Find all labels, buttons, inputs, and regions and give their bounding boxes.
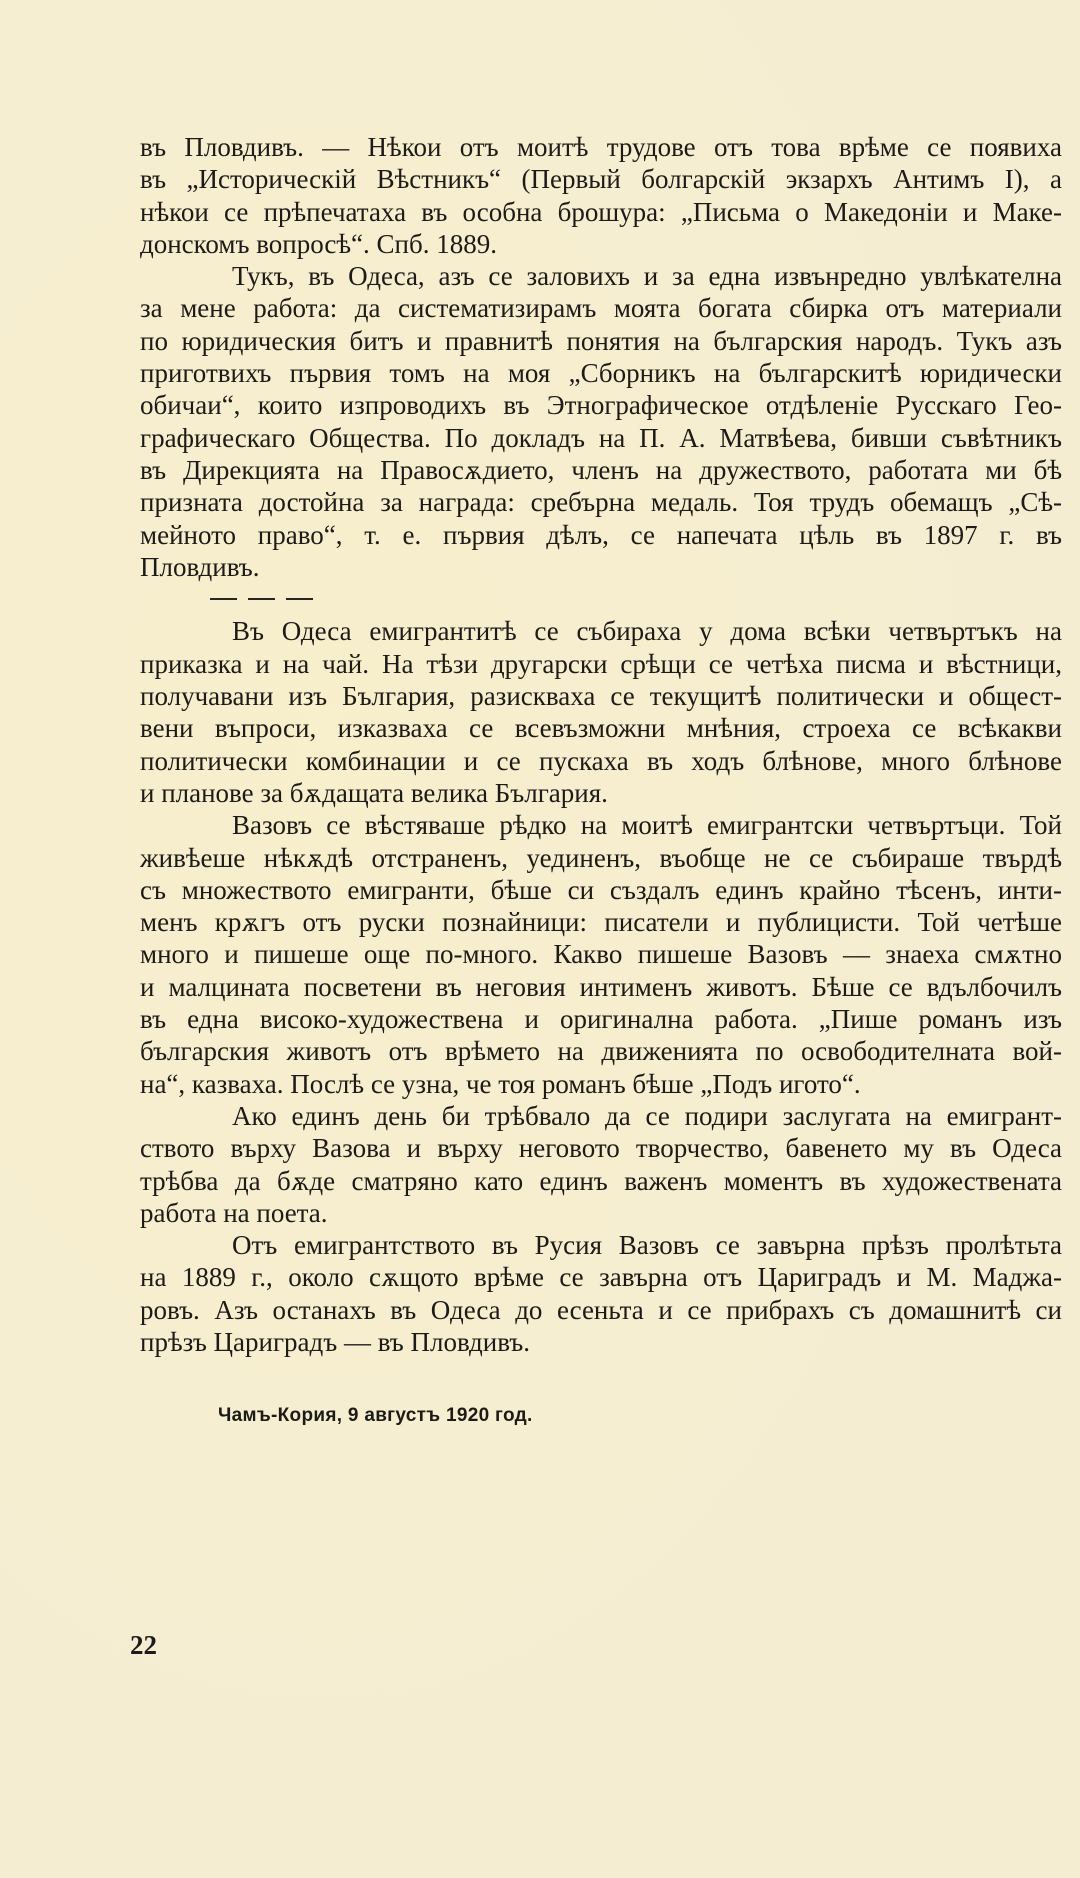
paragraph <box>140 131 1062 260</box>
text-line: нѣкои се прѣпечатаха въ особна брошура: „Письма о Македоніи и Маке- <box>140 196 1062 227</box>
text-line: графическаго Общества. По докладъ на П. А. Матвѣева, бивши съвѣтникъ <box>140 422 1062 453</box>
text-line: мейното право“, т. е. първия дѣлъ, се напечата цѣль въ 1897 г. въ <box>140 519 1062 550</box>
text-line: много и пишеше още по-много. Какво пишеше Вазовъ — знаеха смѫтно <box>140 939 1062 970</box>
text-line: Вазовъ се вѣстяваше рѣдко на моитѣ емигрантски четвъртъци. Той <box>232 810 1062 841</box>
text-line: въ една високо-художествена и оригинална работа. „Пише романъ изъ <box>140 1004 1062 1035</box>
text-line: ството върху Вазова и върху неговото творчество, бавенето му въ Одеса <box>140 1133 1062 1164</box>
body-text <box>140 131 1062 1358</box>
text-line: по юридическия битъ и правнитѣ понятия на българския народъ. Тукъ азъ <box>140 325 1062 356</box>
text-line: донскомъ вопросѣ“. Спб. 1889. <box>140 228 497 259</box>
text-line: съ множеството емигранти, бѣше си създалъ единъ крайно тѣсенъ, инти- <box>140 874 1062 905</box>
text-line: приказка и на чай. На тѣзи другарски срѣщи се четѣха писма и вѣстници, <box>140 648 1062 679</box>
text-line: Въ Одеса емигрантитѣ се събираха у дома всѣки четвъртъкъ на <box>232 616 1062 647</box>
text-line: прѣзъ Цариградъ — въ Пловдивъ. <box>140 1326 531 1357</box>
text-line: Отъ емигрантството въ Русия Вазовъ се завърна прѣзъ пролѣтьта <box>232 1230 1062 1261</box>
text-line: призната достойна за награда: сребърна медаль. Тоя трудъ обемащъ „Сѣ- <box>140 487 1062 518</box>
paragraph <box>140 1229 1062 1358</box>
text-line: получавани изъ България, разискваха се текущитѣ политически и общест- <box>140 681 1062 712</box>
text-line: Тукъ, въ Одеса, азъ се заловихъ и за една извънредно увлѣкателна <box>232 261 1062 292</box>
text-line: обичаи“, които изпроводихъ въ Этнографическое отдѣленіе Русскаго Гео- <box>140 390 1062 421</box>
text-line: и планове за бѫдащата велика България. <box>140 777 608 808</box>
text-line: въ Пловдивъ. — Нѣкои отъ моитѣ трудове отъ това врѣме се появиха <box>140 132 1062 162</box>
text-line: за мене работа: да систематизирамъ моята богата сбирка отъ материали <box>140 293 1062 324</box>
text-line: менъ крѫгъ отъ руски познайници: писатели и публицисти. Той четѣше <box>140 907 1062 938</box>
text-line: въ „Историческій Вѣстникъ“ (Первый болгарскій экзархъ Антимъ I), а <box>140 164 1062 195</box>
text-line: приготвихъ първия томъ на моя „Сборникъ на българскитѣ юридически <box>140 358 1062 389</box>
text-line: Пловдивъ. <box>140 551 260 582</box>
text-line: на 1889 г., около сѫщото врѣме се завърна отъ Цариградъ и М. Маджа- <box>140 1262 1062 1293</box>
text-line: и малцината посветени въ неговия интименъ животъ. Бѣше се вдълбочилъ <box>140 971 1062 1002</box>
paragraph <box>140 1100 1062 1229</box>
text-line: ровъ. Азъ останахъ въ Одеса до есеньта и се прибрахъ съ домашнитѣ си <box>140 1294 1062 1325</box>
separator-dash <box>248 598 275 600</box>
section-separator <box>140 583 1062 615</box>
paragraph <box>140 615 1062 809</box>
text-line: българския животъ отъ врѣмето на движенията по освободителната вой- <box>140 1036 1062 1067</box>
paragraph <box>140 809 1062 1100</box>
separator-dash <box>286 598 313 600</box>
text-line: на“, казваха. Послѣ се узна, че тоя романъ бѣше „Подъ игото“. <box>140 1068 861 1099</box>
text-line: трѣбва да бѫде сматряно като единъ важенъ моментъ въ художествената <box>140 1165 1062 1196</box>
text-line: вени въпроси, изказваха се всевъзможни мнѣния, строеха се всѣкакви <box>140 713 1062 744</box>
text-line: Ако единъ день би трѣбвало да се подири заслугата на емигрант- <box>232 1100 1062 1131</box>
text-line: политически комбинации и се пускаха въ ходъ блѣнове, много блѣнове <box>140 745 1062 776</box>
text-line: въ Дирекцията на Правосѫдието, членъ на дружеството, работата ми бѣ <box>140 454 1062 485</box>
signature-place-date: Чамъ-Кория, 9 августъ 1920 год. <box>218 1405 533 1426</box>
text-line: живѣеше нѣкѫдѣ отстраненъ, уединенъ, въобще не се събираше твърдѣ <box>140 842 1062 873</box>
text-line: работа на поета. <box>140 1197 328 1228</box>
page-number: 22 <box>130 1630 157 1660</box>
paragraph <box>140 260 1062 583</box>
separator-dash <box>210 598 237 600</box>
